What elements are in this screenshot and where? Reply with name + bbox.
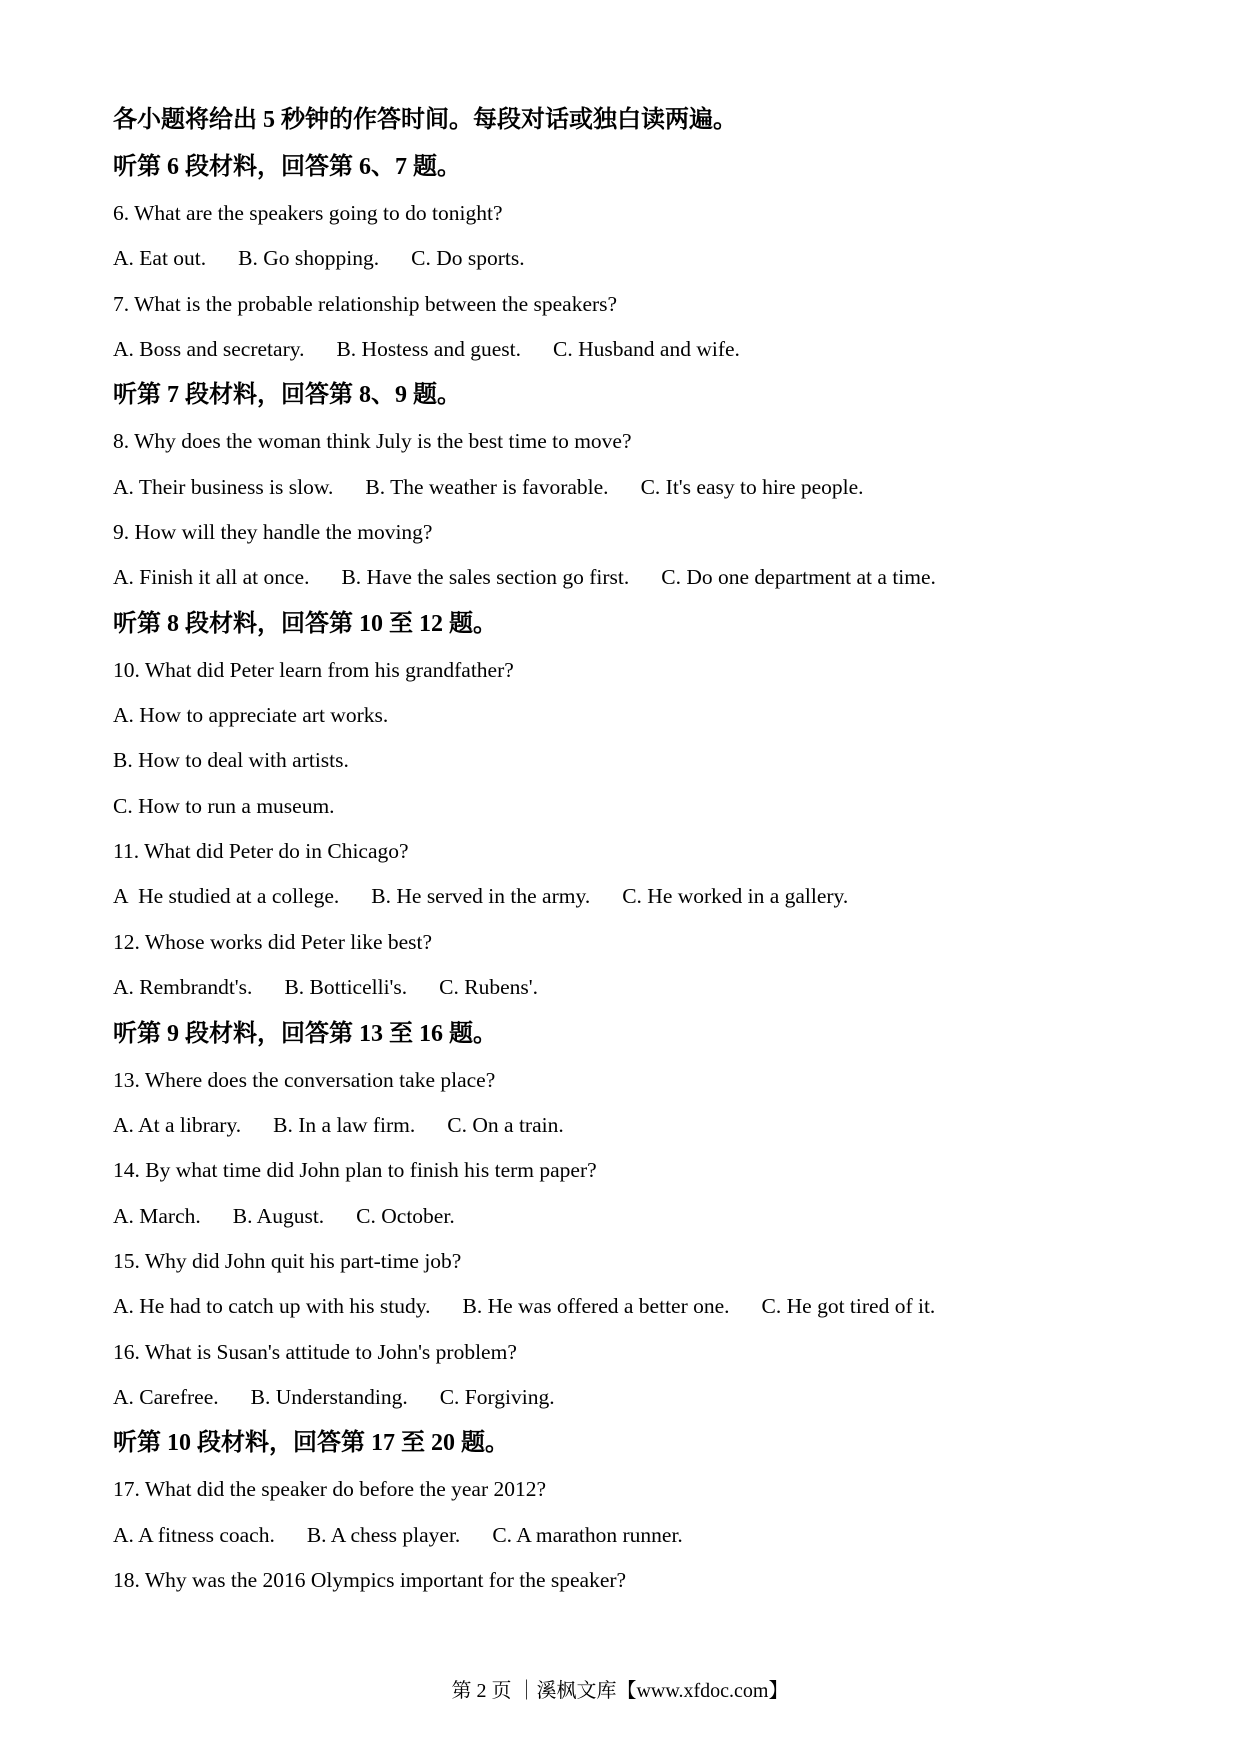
answer-options [113, 874, 1133, 919]
question-text: 17. What did the speaker do before the year 2012? [113, 1477, 547, 1502]
answer-options [113, 465, 1133, 510]
answer-option: C. Rubens'. [439, 975, 539, 1000]
answer-option: A He studied at a college. [113, 884, 340, 909]
question-text: 9. How will they handle the moving? [113, 520, 433, 545]
question-text: 11. What did Peter do in Chicago? [113, 839, 409, 864]
answer-options [113, 784, 1133, 829]
answer-option: A. March. [113, 1203, 201, 1228]
section-heading: 听第 9 段材料，回答第 13 至 16 题。 [113, 1020, 497, 1047]
answer-option: C. He got tired of it. [761, 1294, 936, 1319]
answer-option: C. Forgiving. [439, 1384, 555, 1409]
question-text: 10. What did Peter learn from his grandfather? [113, 657, 514, 682]
answer-option: B. Hostess and guest. [336, 337, 521, 362]
answer-option: C. Husband and wife. [553, 337, 740, 362]
answer-option: A. He had to catch up with his study. [113, 1294, 431, 1319]
answer-option: A. Eat out. [113, 246, 207, 271]
question-text: 6. What are the speakers going to do tonight? [113, 201, 503, 225]
answer-options [113, 236, 1133, 281]
document-page [113, 96, 1133, 1603]
answer-options [113, 1103, 1133, 1148]
answer-option: B. He served in the army. [371, 884, 591, 909]
answer-option: A. At a library. [113, 1112, 242, 1137]
answer-options [113, 1284, 1133, 1329]
answer-option: B. August. [232, 1203, 325, 1228]
answer-option: B. Understanding. [250, 1384, 408, 1409]
question-text: 8. Why does the woman think July is the best time to move? [113, 429, 632, 454]
answer-options [113, 327, 1133, 372]
question-text: 16. What is Susan's attitude to John's problem? [113, 1339, 517, 1364]
answer-option: C. On a train. [447, 1112, 564, 1137]
section-heading: 听第 6 段材料，回答第 6、7 题。 [113, 154, 461, 180]
answer-options [113, 1194, 1133, 1239]
answer-options [113, 693, 1133, 738]
answer-option: C. It's easy to hire people. [640, 474, 864, 499]
answer-option: A. Rembrandt's. [113, 975, 253, 1000]
answer-option: C. How to run a museum. [113, 793, 335, 818]
answer-option: A. Boss and secretary. [113, 337, 305, 362]
answer-option: A. Their business is slow. [113, 474, 334, 499]
answer-options [113, 555, 1133, 600]
answer-option: A. Carefree. [113, 1384, 219, 1409]
question-text: 12. Whose works did Peter like best? [113, 929, 433, 954]
answer-option: A. A fitness coach. [113, 1522, 275, 1547]
answer-option: B. Go shopping. [238, 246, 380, 271]
instructions-text: 各小题将给出 5 秒钟的作答时间。每段对话或独白读两遍。 [113, 107, 737, 133]
answer-option: B. Have the sales section go first. [341, 565, 630, 590]
answer-option: C. He worked in a gallery. [622, 884, 849, 909]
answer-option: C. Do sports. [411, 246, 525, 271]
answer-option: B. The weather is favorable. [365, 474, 609, 499]
answer-options [113, 965, 1133, 1010]
answer-option: C. Do one department at a time. [661, 565, 936, 590]
answer-option: B. He was offered a better one. [462, 1294, 730, 1319]
answer-options [113, 1513, 1133, 1558]
answer-option: A. Finish it all at once. [113, 565, 310, 590]
page-footer: 第 2 页 ｜溪枫文库【www.xfdoc.com】 [451, 1680, 789, 1702]
section-heading: 听第 7 段材料，回答第 8、9 题。 [113, 382, 461, 409]
answer-option: C. October. [356, 1203, 455, 1228]
answer-option: B. How to deal with artists. [113, 748, 349, 773]
answer-options [113, 738, 1133, 783]
answer-options [113, 1375, 1133, 1420]
question-text: 14. By what time did John plan to finish his term paper? [113, 1158, 597, 1183]
question-text: 13. Where does the conversation take place? [113, 1067, 496, 1092]
question-list [113, 144, 1133, 1603]
answer-option: A. How to appreciate art works. [113, 703, 389, 728]
question-text: 15. Why did John quit his part-time job? [113, 1248, 462, 1273]
question-text: 7. What is the probable relationship between the speakers? [113, 291, 618, 316]
answer-option: C. A marathon runner. [492, 1522, 683, 1547]
answer-option: B. Botticelli's. [284, 975, 408, 1000]
section-heading: 听第 8 段材料，回答第 10 至 12 题。 [113, 610, 497, 637]
answer-option: B. In a law firm. [273, 1112, 416, 1137]
section-heading: 听第 10 段材料，回答第 17 至 20 题。 [113, 1430, 509, 1457]
answer-option: B. A chess player. [306, 1522, 461, 1547]
question-text: 18. Why was the 2016 Olympics important for the speaker? [113, 1567, 627, 1592]
